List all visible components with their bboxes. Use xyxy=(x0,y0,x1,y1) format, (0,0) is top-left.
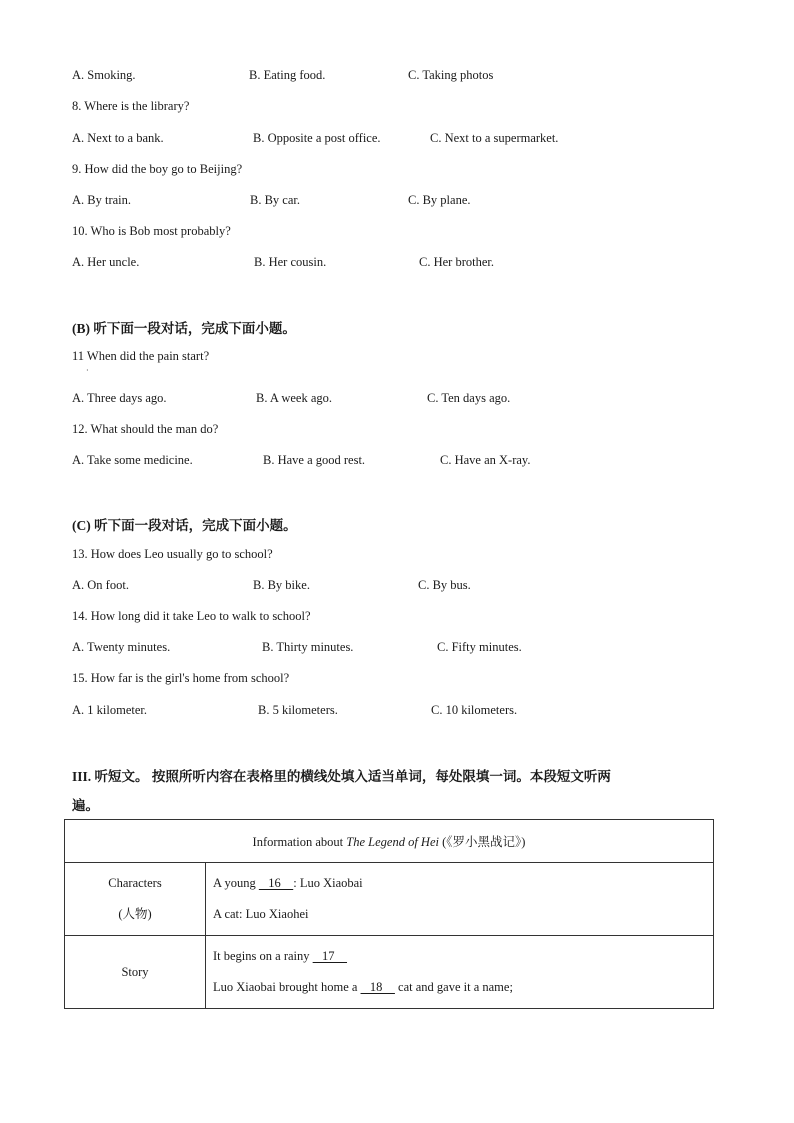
q7-option-c: C. Taking photos xyxy=(408,68,494,82)
char-line1-pre: A young xyxy=(213,876,259,890)
q14-option-a: A. Twenty minutes. xyxy=(72,640,171,654)
characters-line-2: A cat: Luo Xiaohei xyxy=(213,907,309,921)
q10-question: 10. Who is Bob most probably? xyxy=(72,224,231,238)
q9-option-c: C. By plane. xyxy=(408,193,471,207)
q12-option-a: A. Take some medicine. xyxy=(72,453,193,467)
section-b-heading: (B) 听下面一段对话，完成下面小题。 xyxy=(72,321,296,336)
q10-option-b: B. Her cousin. xyxy=(254,255,327,269)
table-title-italic: The Legend of Hei xyxy=(346,835,439,849)
characters-label-cell xyxy=(65,863,206,936)
blank-18: 18 xyxy=(360,980,395,994)
q13-option-a: A. On foot. xyxy=(72,578,129,592)
blank-16: 16 xyxy=(258,876,294,890)
section-iii-heading-line2: 遍。 xyxy=(72,798,99,813)
characters-label-cn: (人物) xyxy=(118,907,152,921)
q8-option-c: C. Next to a supermarket. xyxy=(430,131,559,145)
q9-question: 9. How did the boy go to Beijing? xyxy=(72,162,243,176)
q7-option-a: A. Smoking. xyxy=(72,68,136,82)
q11-option-a: A. Three days ago. xyxy=(72,391,167,405)
blank-17: 17 xyxy=(312,949,348,963)
table-title xyxy=(65,820,714,863)
q15-question: 15. How far is the girl's home from school? xyxy=(72,671,290,685)
q10-option-a: A. Her uncle. xyxy=(72,255,140,269)
info-table xyxy=(64,819,714,1009)
story-line-2 xyxy=(213,972,713,1003)
q15-option-c: C. 10 kilometers. xyxy=(431,703,518,717)
characters-content-cell xyxy=(206,863,714,936)
char-line1-post: : Luo Xiaobai xyxy=(293,876,363,890)
story-line-1 xyxy=(213,941,713,972)
stray-mark: · xyxy=(86,366,89,375)
q13-option-c: C. By bus. xyxy=(418,578,471,592)
characters-line-1 xyxy=(213,868,713,899)
q9-option-b: B. By car. xyxy=(250,193,300,207)
q12-option-b: B. Have a good rest. xyxy=(263,453,366,467)
story-content-cell xyxy=(206,936,714,1009)
q11-option-b: B. A week ago. xyxy=(256,391,333,405)
section-iii-heading-line1: III. 听短文。 按照所听内容在表格里的横线处填入适当单词，每处限填一词。本段短文听两 xyxy=(72,769,611,784)
q8-option-a: A. Next to a bank. xyxy=(72,131,164,145)
q15-option-b: B. 5 kilometers. xyxy=(258,703,338,717)
q13-question: 13. How does Leo usually go to school? xyxy=(72,547,273,561)
q7-option-b: B. Eating food. xyxy=(249,68,326,82)
q11-question: 11 When did the pain start? xyxy=(72,349,210,363)
q14-option-c: C. Fifty minutes. xyxy=(437,640,522,654)
table-row-characters xyxy=(65,863,714,936)
story-line2-post: cat and gave it a name; xyxy=(394,980,513,994)
q14-question: 14. How long did it take Leo to walk to school? xyxy=(72,609,311,623)
table-title-prefix: Information about xyxy=(252,835,347,849)
q12-option-c: C. Have an X-ray. xyxy=(440,453,531,467)
q11-option-c: C. Ten days ago. xyxy=(427,391,511,405)
characters-label: Characters xyxy=(108,876,162,890)
story-label: Story xyxy=(65,936,206,1009)
q12-question: 12. What should the man do? xyxy=(72,422,219,436)
q15-option-a: A. 1 kilometer. xyxy=(72,703,147,717)
q9-option-a: A. By train. xyxy=(72,193,132,207)
q8-option-b: B. Opposite a post office. xyxy=(253,131,381,145)
q14-option-b: B. Thirty minutes. xyxy=(262,640,354,654)
q10-option-c: C. Her brother. xyxy=(419,255,494,269)
table-title-suffix: (《罗小黑战记》) xyxy=(438,835,526,849)
story-line2-pre: Luo Xiaobai brought home a xyxy=(213,980,361,994)
q8-question: 8. Where is the library? xyxy=(72,99,190,113)
story-line1-pre: It begins on a rainy xyxy=(213,949,313,963)
table-row-story xyxy=(65,936,714,1009)
q13-option-b: B. By bike. xyxy=(253,578,310,592)
section-c-heading: (C) 听下面一段对话，完成下面小题。 xyxy=(72,518,297,533)
